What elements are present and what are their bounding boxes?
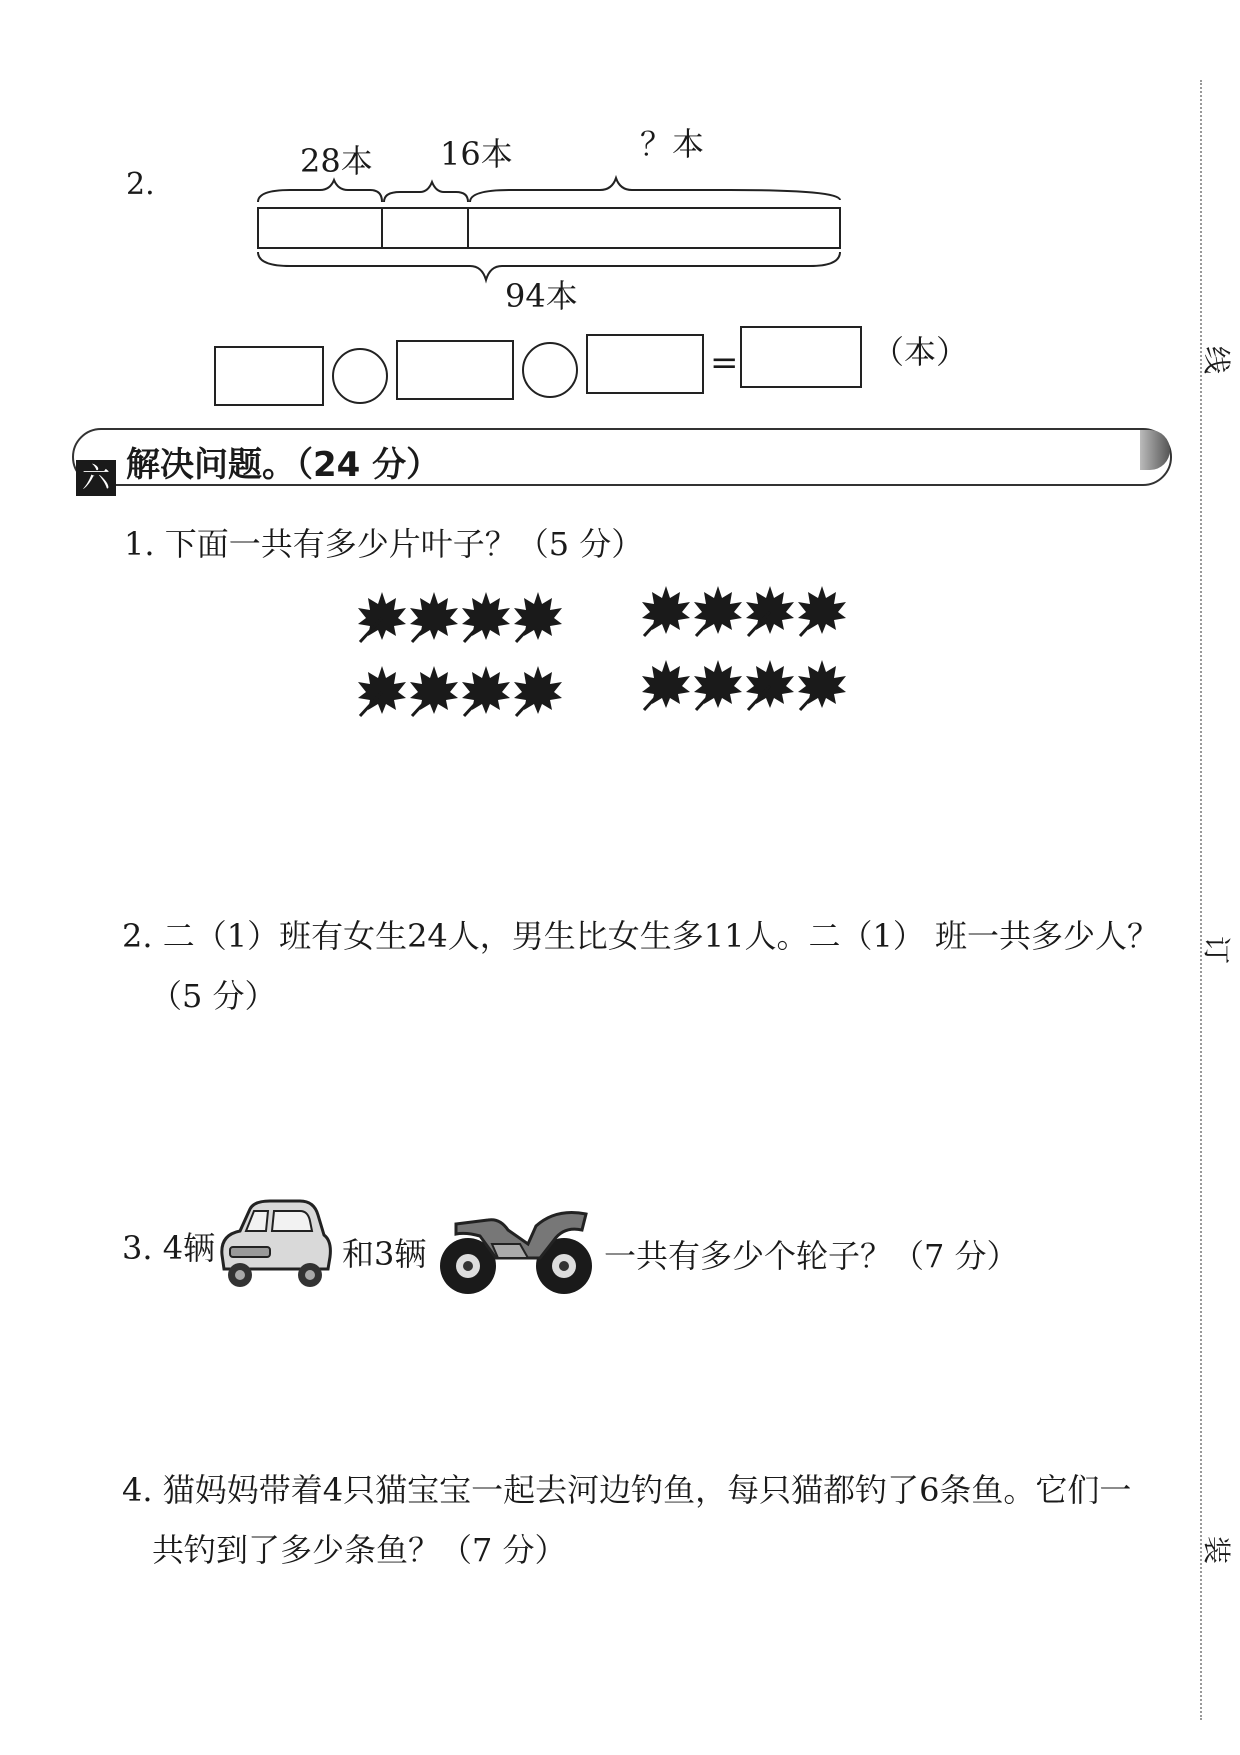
margin-char-ding: 订 — [1200, 935, 1234, 965]
operator-circle-2[interactable] — [522, 342, 578, 398]
answer-box-result[interactable] — [740, 326, 862, 388]
q2-number: 2. — [126, 167, 155, 202]
operator-circle-1[interactable] — [332, 348, 388, 404]
leaf-icon — [744, 582, 796, 638]
segment-label-unknown: ？本 — [640, 125, 705, 163]
answer-box-2[interactable] — [396, 340, 514, 400]
binding-margin-line — [1200, 80, 1202, 1720]
leaf-icon — [460, 662, 512, 718]
margin-char-xian: 线 — [1200, 345, 1234, 375]
segment-label-28: 28本 — [300, 142, 373, 180]
leaf-icon — [356, 662, 408, 718]
motorcycle-icon — [436, 1200, 596, 1300]
leaf-icon — [356, 588, 408, 644]
section-title: 解决问题。（24 分） — [126, 445, 441, 485]
leaf-icon — [692, 656, 744, 712]
leaf-icon — [512, 588, 564, 644]
car-icon — [210, 1195, 335, 1295]
unit-label: （本） — [872, 333, 969, 371]
segment-label-16: 16本 — [440, 135, 513, 173]
leaf-icon — [796, 582, 848, 638]
leaf-icon — [408, 588, 460, 644]
answer-box-1[interactable] — [214, 346, 324, 406]
leaf-icon — [692, 582, 744, 638]
margin-char-zhuang: 装 — [1200, 1535, 1234, 1565]
segment-bar-diagram — [250, 160, 850, 290]
problem-1-text: 1. 下面一共有多少片叶子？（5 分） — [124, 525, 644, 563]
equals-sign: = — [710, 343, 739, 383]
problem-3-middle: 和3辆 — [342, 1235, 427, 1273]
leaf-icon — [408, 662, 460, 718]
problem-3-prefix: 3. 4辆 — [122, 1229, 216, 1267]
leaf-icon — [460, 588, 512, 644]
problem-3-suffix: 一共有多少个轮子？（7 分） — [604, 1237, 1019, 1275]
problem-4-line2: 共钓到了多少条鱼？（7 分） — [152, 1531, 567, 1569]
section-number: 六 — [76, 460, 116, 496]
problem-2-line2: （5 分） — [150, 977, 277, 1015]
leaf-icon — [796, 656, 848, 712]
answer-box-3[interactable] — [586, 334, 704, 394]
total-label-94: 94本 — [505, 277, 578, 315]
leaf-icon — [512, 662, 564, 718]
problem-4-line1: 4. 猫妈妈带着4只猫宝宝一起去河边钓鱼，每只猫都钓了6条鱼。它们一 — [122, 1471, 1132, 1509]
leaf-icon — [640, 656, 692, 712]
leaf-icon — [640, 582, 692, 638]
leaf-icon — [744, 656, 796, 712]
problem-2-line1: 2. 二（1）班有女生24人，男生比女生多11人。二（1） 班一共多少人？ — [122, 917, 1160, 955]
